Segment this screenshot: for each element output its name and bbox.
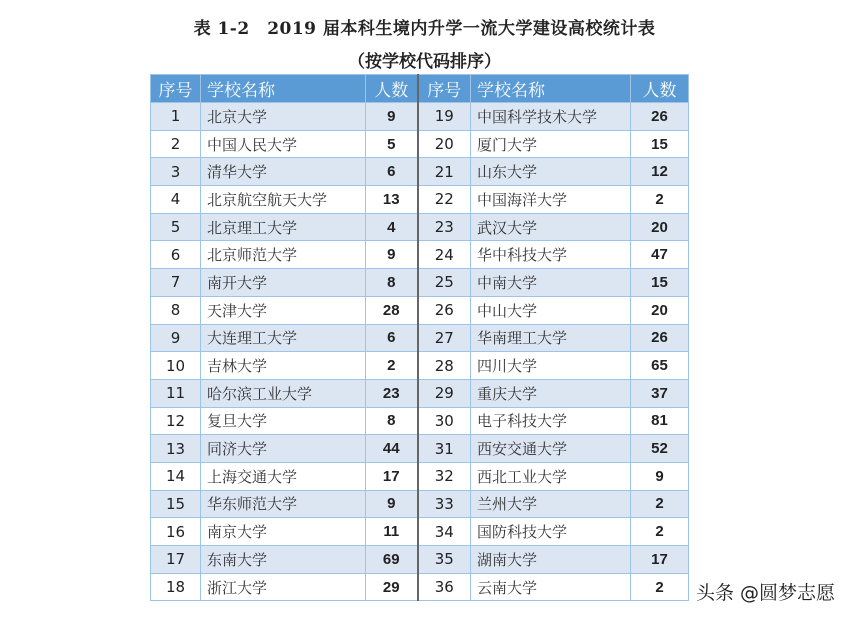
student-count: 2 [366,352,418,380]
school-name: 南开大学 [201,269,366,297]
row-seq: 11 [151,379,201,407]
student-count: 29 [366,573,418,601]
student-count: 13 [366,186,418,214]
student-count: 11 [366,518,418,546]
student-count: 4 [366,213,418,241]
table-row [151,573,689,601]
school-name: 清华大学 [201,158,366,186]
school-name: 复旦大学 [201,407,366,435]
school-name: 武汉大学 [471,213,631,241]
school-name: 哈尔滨工业大学 [201,379,366,407]
school-name: 四川大学 [471,352,631,380]
school-name: 华南理工大学 [471,324,631,352]
table-row [151,462,689,490]
header-count: 人数 [631,75,689,103]
student-count: 2 [631,518,689,546]
student-count: 8 [366,269,418,297]
row-seq: 9 [151,324,201,352]
student-count: 15 [631,130,689,158]
table-row [151,269,689,297]
table-row [151,158,689,186]
school-name: 湖南大学 [471,546,631,574]
student-count: 15 [631,269,689,297]
student-count: 17 [631,546,689,574]
table-row [151,518,689,546]
table-row [151,186,689,214]
header-name: 学校名称 [201,75,366,103]
student-count: 2 [631,186,689,214]
school-name: 东南大学 [201,546,366,574]
row-seq: 16 [151,518,201,546]
table-row [151,130,689,158]
student-count: 69 [366,546,418,574]
student-count: 20 [631,213,689,241]
row-seq: 30 [418,407,471,435]
school-name: 山东大学 [471,158,631,186]
table-row [151,379,689,407]
student-count: 26 [631,324,689,352]
student-count: 44 [366,435,418,463]
school-name: 重庆大学 [471,379,631,407]
student-count: 5 [366,130,418,158]
row-seq: 3 [151,158,201,186]
school-name: 北京航空航天大学 [201,186,366,214]
student-count: 65 [631,352,689,380]
table-row [151,296,689,324]
student-count: 47 [631,241,689,269]
school-name: 国防科技大学 [471,518,631,546]
table-row [151,352,689,380]
table-row [151,407,689,435]
table-row [151,103,689,131]
school-name: 华东师范大学 [201,490,366,518]
row-seq: 22 [418,186,471,214]
table-row [151,241,689,269]
school-name: 中南大学 [471,269,631,297]
row-seq: 36 [418,573,471,601]
row-seq: 29 [418,379,471,407]
student-count: 28 [366,296,418,324]
row-seq: 20 [418,130,471,158]
student-count: 9 [366,490,418,518]
table-row [151,324,689,352]
row-seq: 17 [151,546,201,574]
row-seq: 6 [151,241,201,269]
row-seq: 28 [418,352,471,380]
school-name: 中山大学 [471,296,631,324]
table-row [151,213,689,241]
school-name: 中国海洋大学 [471,186,631,214]
row-seq: 18 [151,573,201,601]
row-seq: 19 [418,103,471,131]
school-name: 浙江大学 [201,573,366,601]
header-name: 学校名称 [471,75,631,103]
student-count: 9 [366,241,418,269]
row-seq: 4 [151,186,201,214]
table-subtitle: （按学校代码排序） [348,52,501,72]
table-row [151,546,689,574]
school-name: 厦门大学 [471,130,631,158]
row-seq: 1 [151,103,201,131]
school-name: 华中科技大学 [471,241,631,269]
student-count: 2 [631,573,689,601]
table-title: 表 1-2 2019 届本科生境内升学一流大学建设高校统计表 [193,19,656,39]
student-count: 12 [631,158,689,186]
header-seq: 序号 [151,75,201,103]
student-count: 9 [631,462,689,490]
school-name: 云南大学 [471,573,631,601]
row-seq: 24 [418,241,471,269]
student-count: 6 [366,158,418,186]
row-seq: 8 [151,296,201,324]
header-seq: 序号 [418,75,471,103]
student-count: 20 [631,296,689,324]
student-count: 8 [366,407,418,435]
school-name: 中国人民大学 [201,130,366,158]
university-table [150,74,689,601]
school-name: 西北工业大学 [471,462,631,490]
row-seq: 15 [151,490,201,518]
student-count: 26 [631,103,689,131]
row-seq: 21 [418,158,471,186]
row-seq: 5 [151,213,201,241]
school-name: 天津大学 [201,296,366,324]
school-name: 吉林大学 [201,352,366,380]
student-count: 52 [631,435,689,463]
student-count: 6 [366,324,418,352]
school-name: 北京师范大学 [201,241,366,269]
table-row [151,435,689,463]
student-count: 17 [366,462,418,490]
row-seq: 27 [418,324,471,352]
school-name: 南京大学 [201,518,366,546]
row-seq: 10 [151,352,201,380]
row-seq: 23 [418,213,471,241]
table-header-row [151,75,689,103]
row-seq: 26 [418,296,471,324]
row-seq: 7 [151,269,201,297]
student-count: 81 [631,407,689,435]
school-name: 电子科技大学 [471,407,631,435]
school-name: 北京理工大学 [201,213,366,241]
school-name: 兰州大学 [471,490,631,518]
school-name: 上海交通大学 [201,462,366,490]
student-count: 2 [631,490,689,518]
row-seq: 14 [151,462,201,490]
header-count: 人数 [366,75,418,103]
table-row [151,490,689,518]
row-seq: 33 [418,490,471,518]
row-seq: 32 [418,462,471,490]
school-name: 同济大学 [201,435,366,463]
school-name: 中国科学技术大学 [471,103,631,131]
row-seq: 13 [151,435,201,463]
watermark: 头条 @圆梦志愿 [695,582,835,604]
row-seq: 12 [151,407,201,435]
student-count: 23 [366,379,418,407]
row-seq: 31 [418,435,471,463]
student-count: 9 [366,103,418,131]
school-name: 西安交通大学 [471,435,631,463]
row-seq: 35 [418,546,471,574]
row-seq: 2 [151,130,201,158]
row-seq: 34 [418,518,471,546]
row-seq: 25 [418,269,471,297]
student-count: 37 [631,379,689,407]
school-name: 北京大学 [201,103,366,131]
school-name: 大连理工大学 [201,324,366,352]
